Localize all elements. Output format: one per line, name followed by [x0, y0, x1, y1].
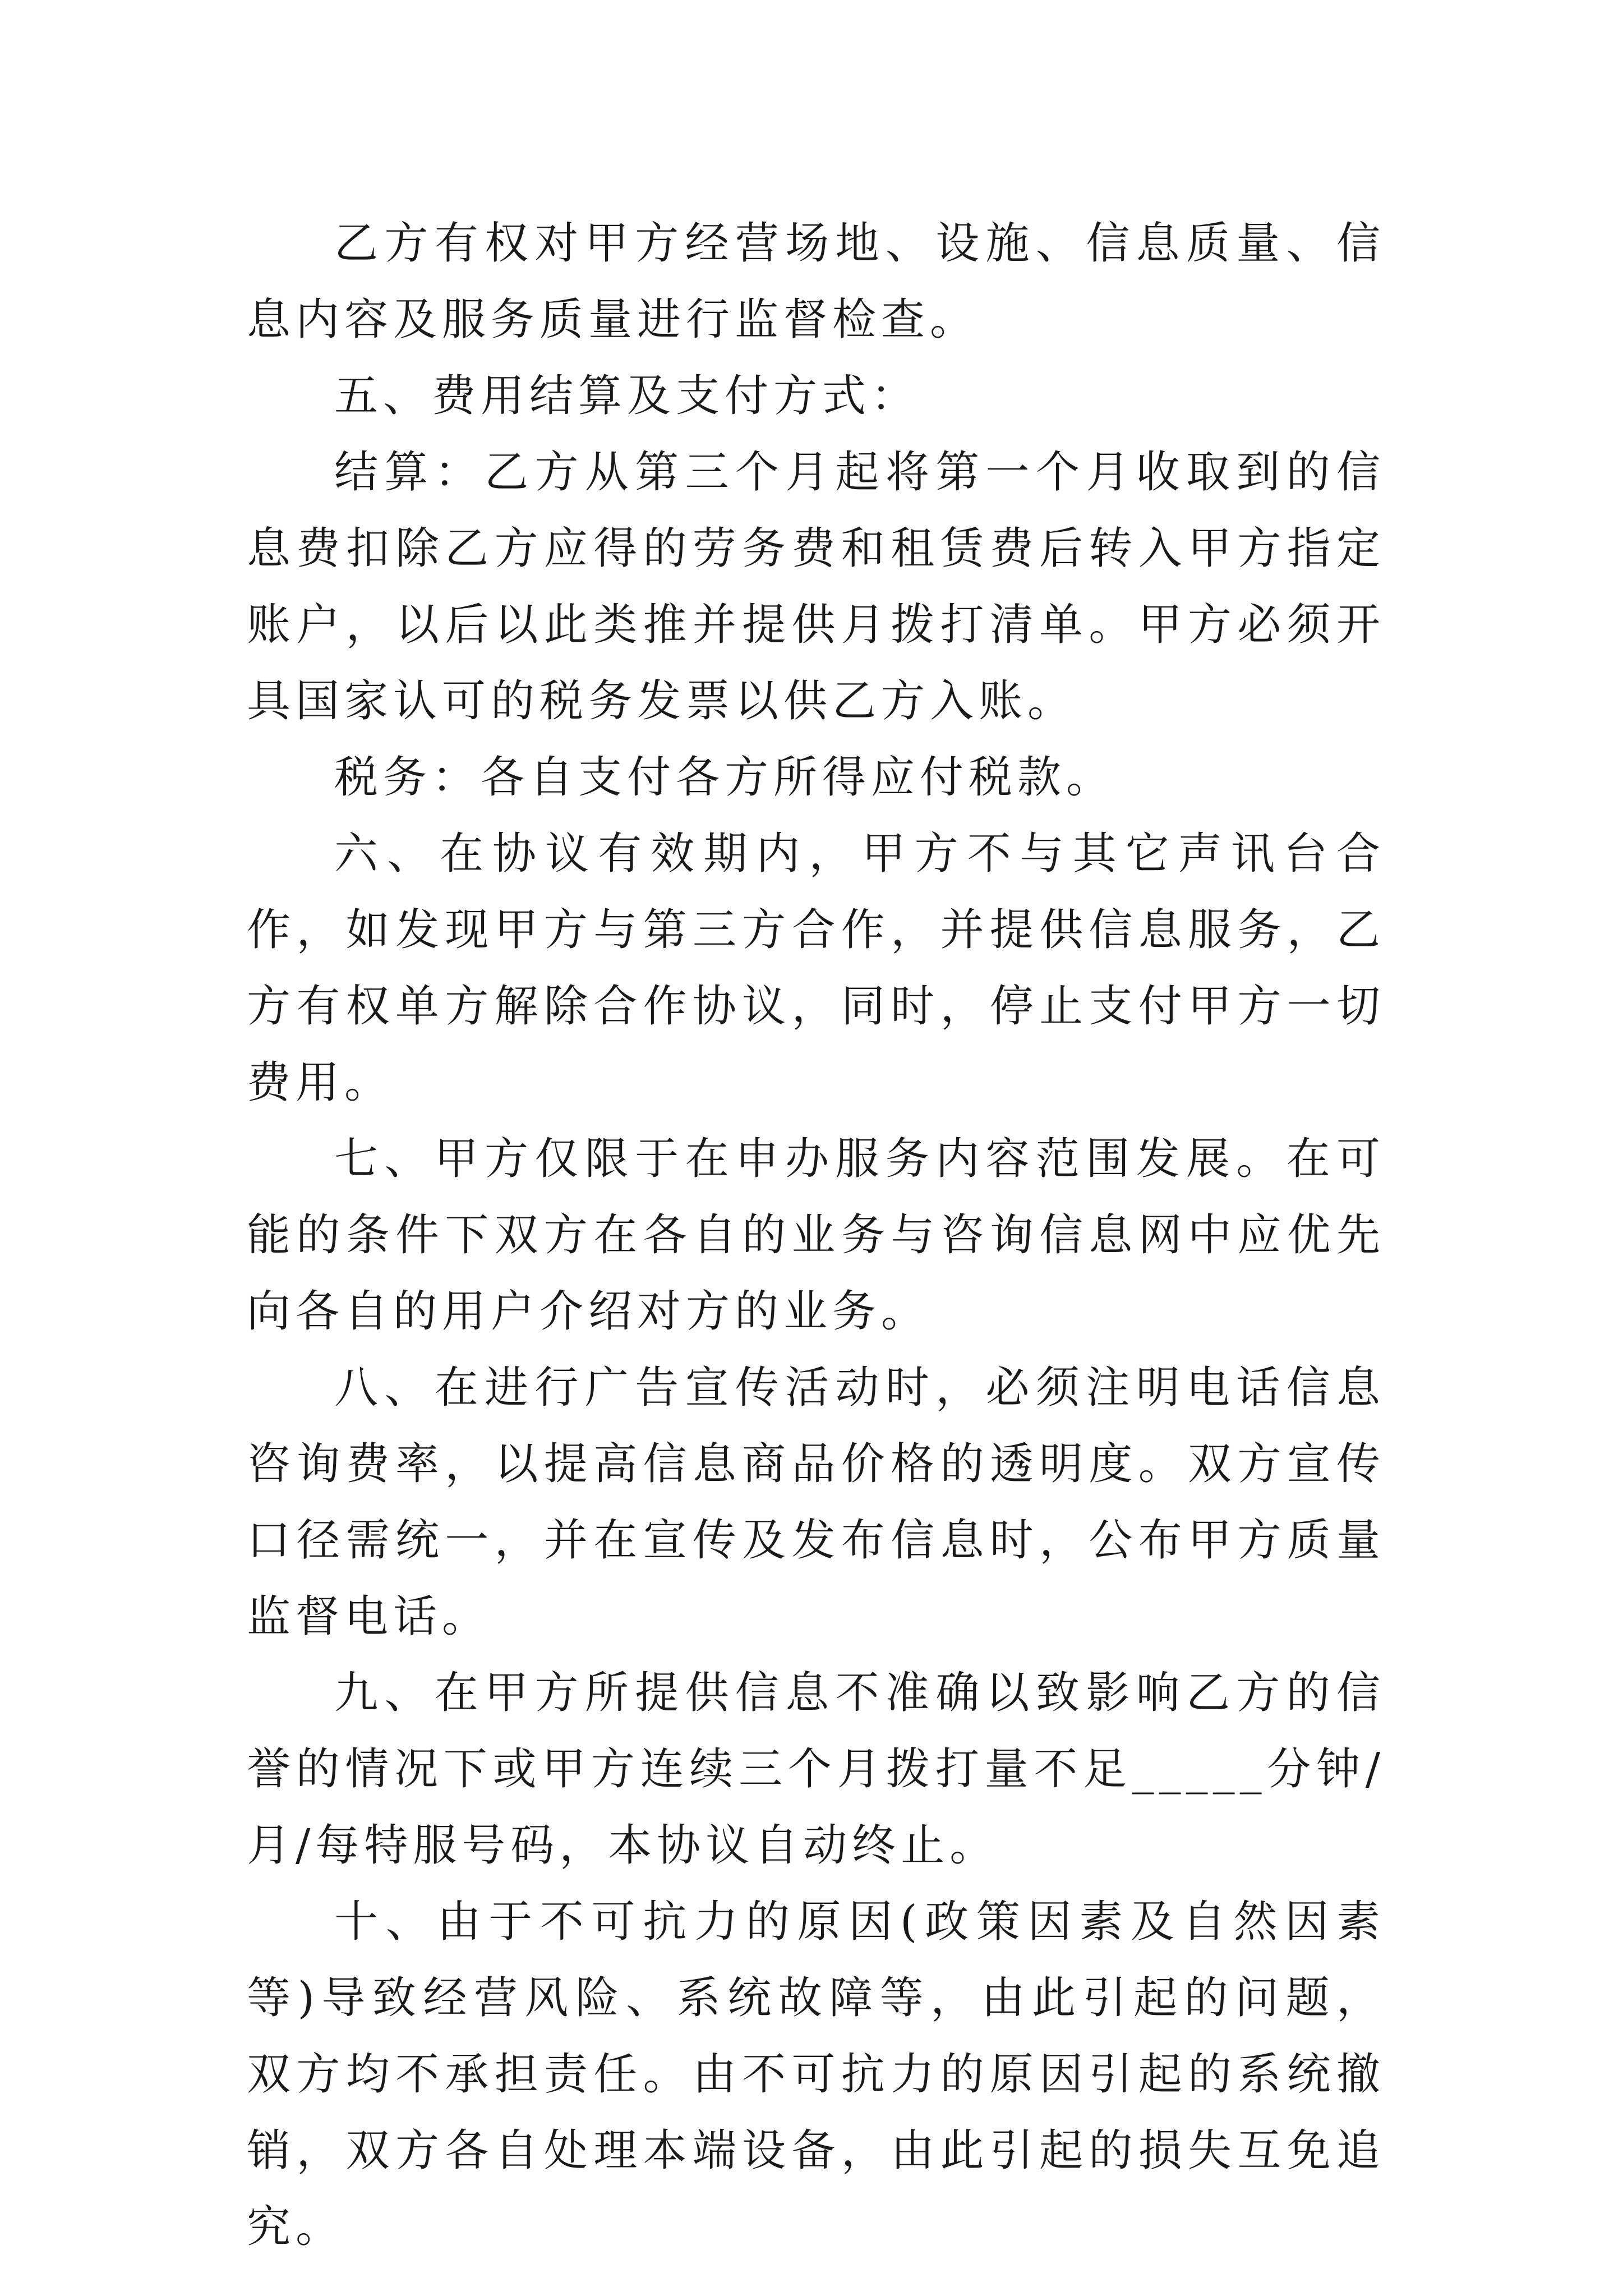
paragraph-supervision: 乙方有权对甲方经营场地、设施、信息质量、信息内容及服务质量进行监督检查。 [247, 218, 1385, 345]
paragraph-clause-seven: 七、甲方仅限于在申办服务内容范围发展。在可能的条件下双方在各自的业务与咨询信息网中应优先向各自的用户介绍对方的业务。 [247, 1134, 1385, 1337]
paragraph-tax: 税务：各自支付各方所得应付税款。 [334, 752, 1115, 803]
paragraph-settlement: 结算：乙方从第三个月起将第一个月收取到的信息费扣除乙方应得的劳务费和租赁费后转入甲方指定账户，以后以此类推并提供月拨打清单。甲方必须开具国家认可的税务发票以供乙方入账。 [247, 447, 1385, 726]
paragraph-clause-eight: 八、在进行广告宣传活动时，必须注明电话信息咨询费率，以提高信息商品价格的透明度。双方宣传口径需统一，并在宣传及发布信息时，公布甲方质量监督电话。 [247, 1363, 1385, 1642]
document-body [247, 205, 1385, 2265]
paragraph-clause-ten: 十、由于不可抗力的原因(政策因素及自然因素等)导致经营风险、系统故障等，由此引起的问题，双方均不承担责任。由不可抗力的原因引起的系统撤销，双方各自处理本端设备，由此引起的损失互免追究。 [247, 1897, 1385, 2252]
paragraph-clause-six: 六、在协议有效期内，甲方不与其它声讯台合作，如发现甲方与第三方合作，并提供信息服务，乙方有权单方解除合作协议，同时，停止支付甲方一切费用。 [247, 829, 1385, 1108]
heading-settlement: 五、费用结算及支付方式： [334, 371, 920, 421]
paragraph-clause-nine: 九、在甲方所提供信息不准确以致影响乙方的信誉的情况下或甲方连续三个月拨打量不足_____分钟/月/每特服号码，本协议自动终止。 [247, 1668, 1385, 1871]
